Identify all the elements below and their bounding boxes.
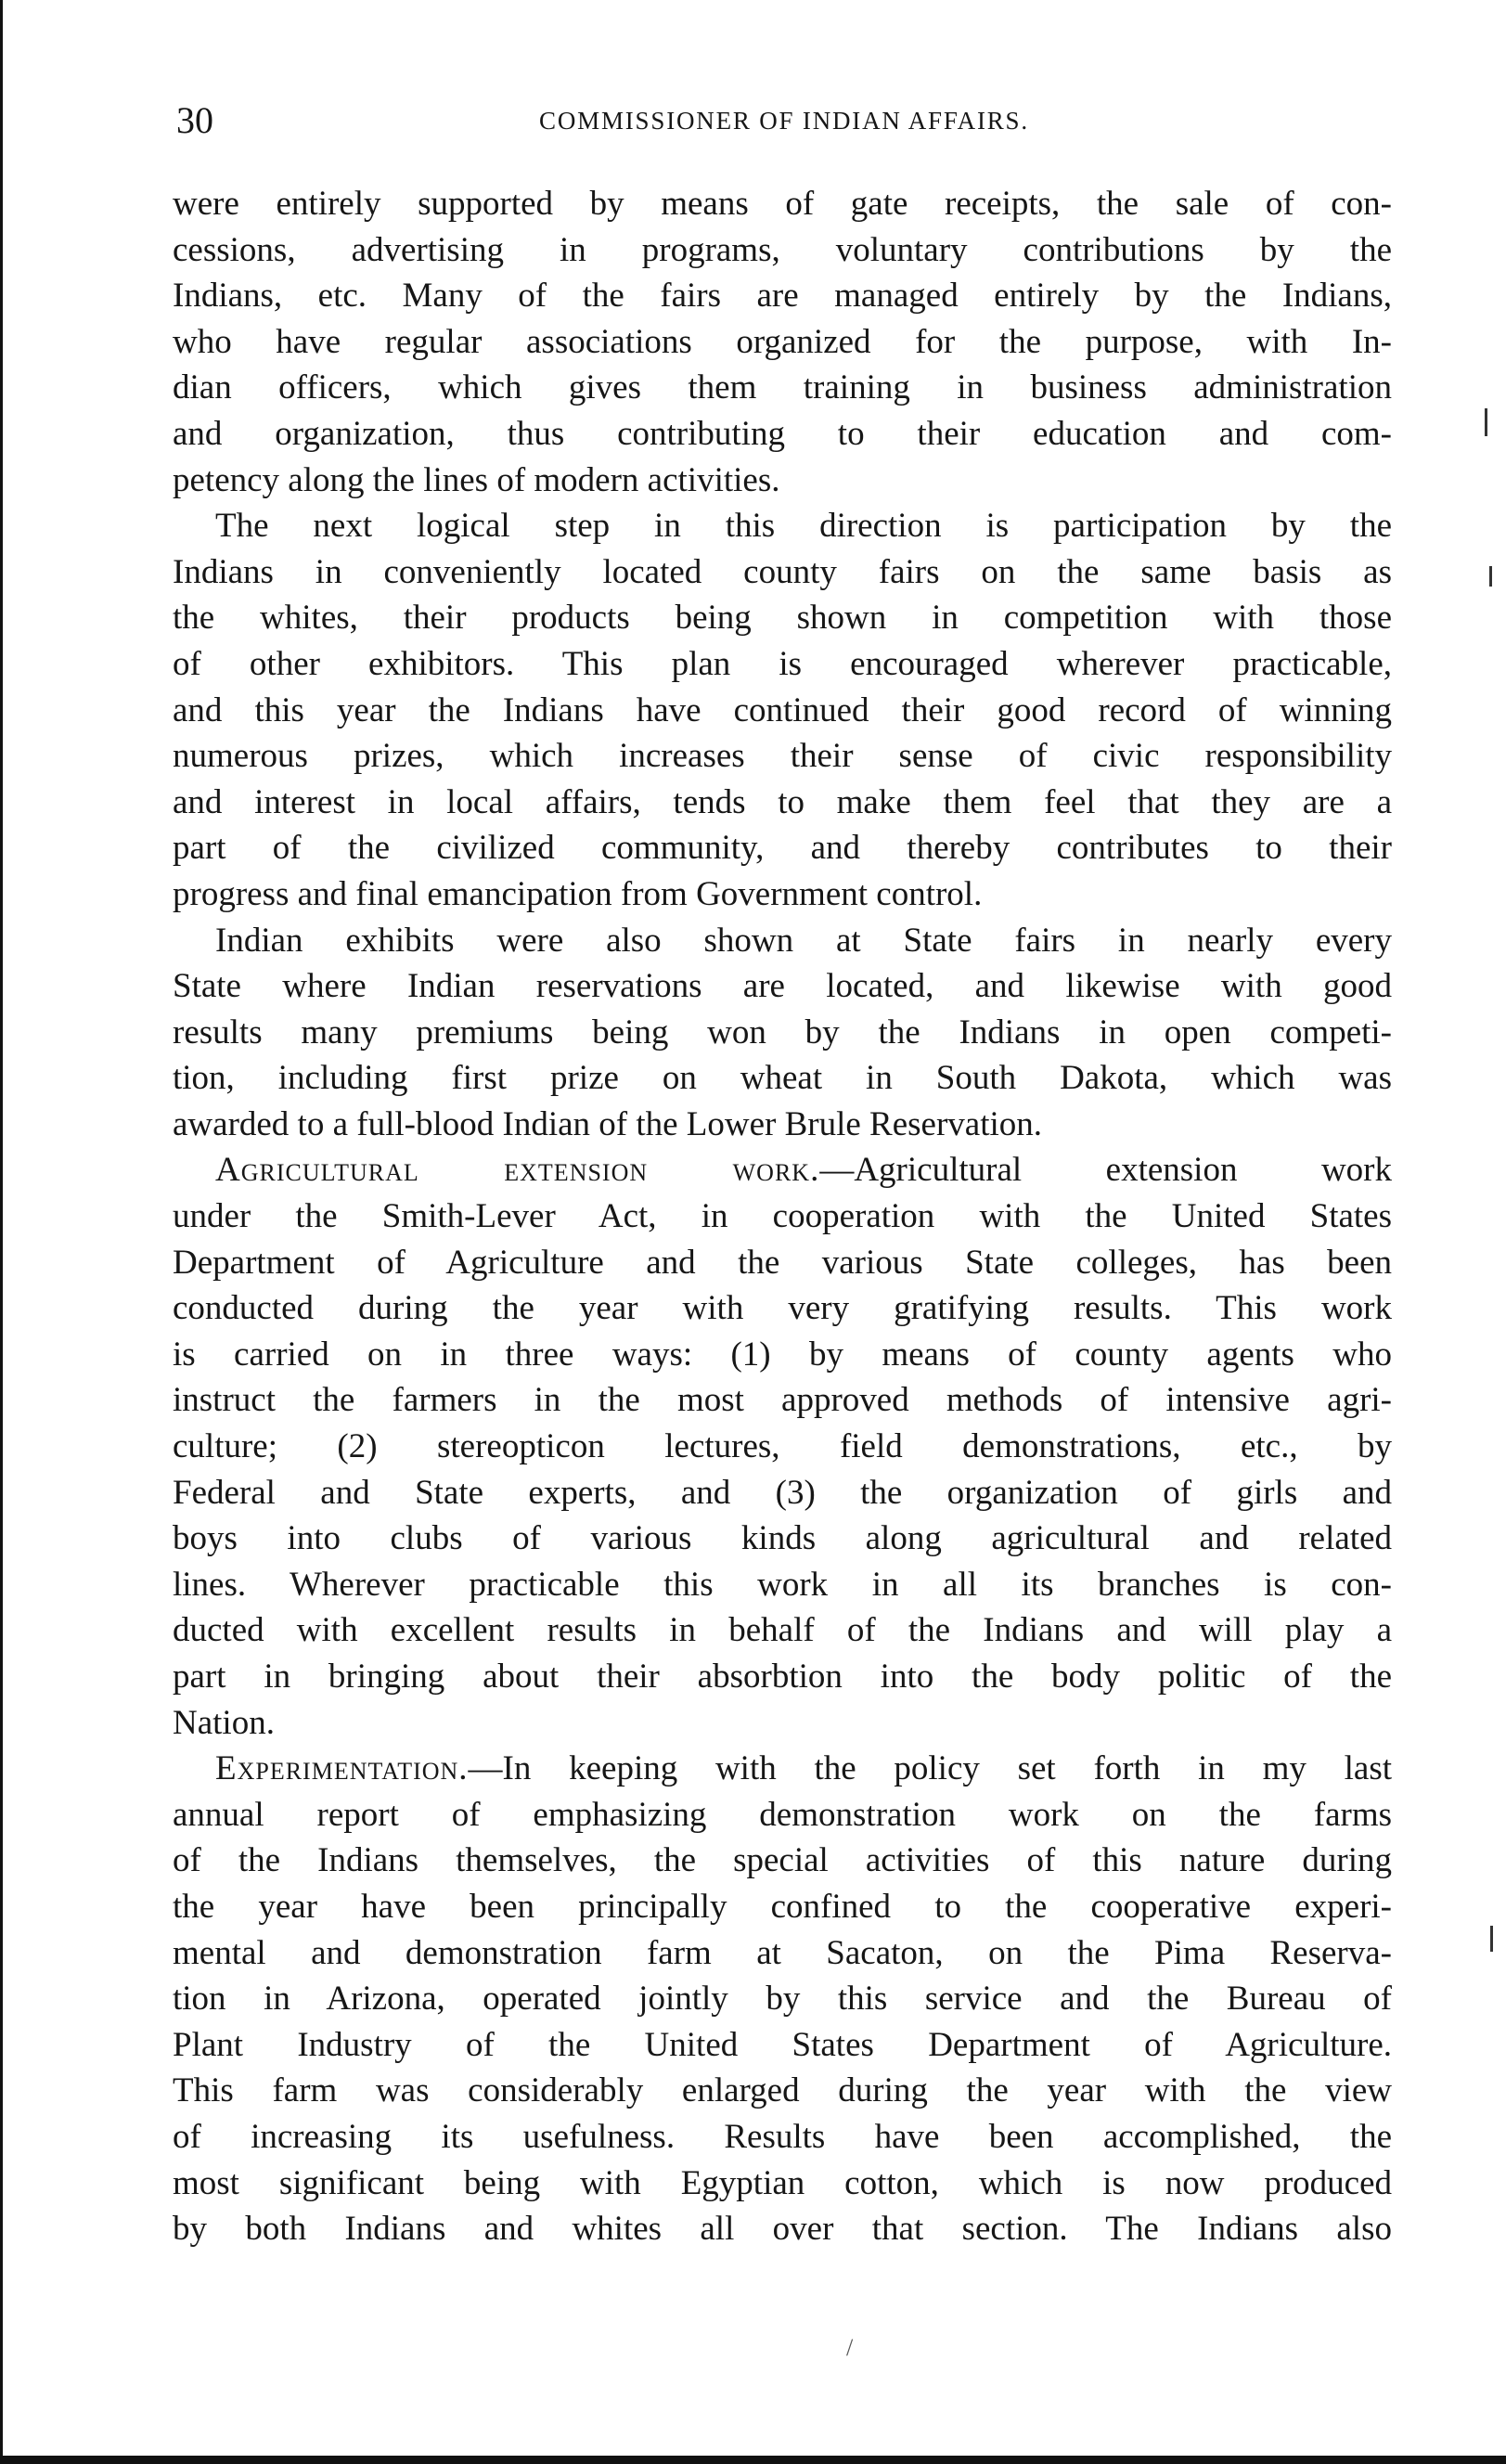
running-head: COMMISSIONER OF INDIAN AFFAIRS. [539,107,1029,135]
text-line [173,1147,1392,1193]
text-line: most significant being with Egyptian cotton, which is now produced [173,2163,1392,2202]
text-line: the year have been principally confined to the cooperative experi- [173,1887,1392,1926]
text-line: tion, including first prize on wheat in South Dakota, which was [173,1059,1392,1098]
text-line: ducted with excellent results in behalf of the Indians and will play a [173,1611,1392,1650]
page-number: 30 [176,99,213,141]
text-line: Nation. [173,1703,275,1742]
text-line: part in bringing about their absorbtion into the body politic of the [173,1658,1392,1696]
text-line: cessions, advertising in programs, voluntary contributions by the [173,230,1392,269]
section-heading: Experimentation. [215,1749,469,1788]
page-header [176,93,1392,148]
scan-speck: / [846,2334,854,2361]
scan-mark [1490,1926,1493,1952]
paragraph-1 [173,181,1392,503]
text-line: Plant Industry of the United States Department of Agriculture. [173,2025,1392,2064]
text-line: conducted during the year with very gratifying results. This work [173,1289,1392,1328]
text-line: State where Indian reservations are located, and likewise with good [173,967,1392,1006]
text-line: of the Indians themselves, the special activities of this nature during [173,1841,1392,1880]
text-line: Department of Agriculture and the various State colleges, has been [173,1243,1392,1282]
text-line: Federal and State experts, and (3) the organization of girls and [173,1473,1392,1512]
text-line: annual report of emphasizing demonstration work on the farms [173,1795,1392,1834]
text-line: by both Indians and whites all over that section. The Indians also [173,2210,1392,2249]
paragraph-2 [173,503,1392,917]
text-line: petency along the lines of modern activities. [173,460,780,499]
text-line: were entirely supported by means of gate receipts, the sale of con- [173,185,1392,223]
text-line: results many premiums being won by the Indians in open competi- [173,1013,1392,1051]
paragraph-agricultural-extension [173,1147,1392,1746]
text-line: boys into clubs of various kinds along agricultural and related [173,1519,1392,1558]
text-line: of other exhibitors. This plan is encouraged wherever practicable, [173,644,1392,683]
text-line: This farm was considerably enlarged during the year with the view [173,2071,1392,2110]
section-heading: Agricultural extension work. [215,1151,820,1190]
text-line: Indian exhibits were also shown at State fairs in nearly every [215,921,1392,960]
heading-line-rest: —Agricultural extension work [819,1151,1392,1190]
heading-line-rest: —In keeping with the policy set forth in my last [468,1749,1392,1788]
text-line: is carried on in three ways: (1) by means of county agents who [173,1335,1392,1374]
text-line: lines. Wherever practicable this work in all its branches is con- [173,1565,1392,1604]
text-line: awarded to a full-blood Indian of the Lower Brule Reservation. [173,1104,1043,1143]
scan-mark [1485,408,1487,436]
text-line: instruct the farmers in the most approved methods of intensive agri- [173,1381,1392,1420]
text-line: and interest in local affairs, tends to make them feel that they are a [173,782,1392,821]
scan-mark [1489,566,1492,587]
text-line: Indians, etc. Many of the fairs are managed entirely by the Indians, [173,277,1392,316]
text-line: the whites, their products being shown in competition with those [173,599,1392,638]
body-text [173,181,1392,2252]
text-line: culture; (2) stereopticon lectures, field demonstrations, etc., by [173,1427,1392,1466]
text-line: under the Smith-Lever Act, in cooperation with the United States [173,1197,1392,1236]
text-line: progress and final emancipation from Government control. [173,874,983,913]
text-line: who have regular associations organized for the purpose, with In- [173,322,1392,361]
text-line: and organization, thus contributing to their education and com- [173,414,1392,453]
paragraph-3 [173,918,1392,1148]
text-line [173,1746,1392,1792]
text-line: part of the civilized community, and thereby contributes to their [173,829,1392,868]
text-line: and this year the Indians have continued their good record of winning [173,690,1392,729]
text-line: The next logical step in this direction is participation by the [215,507,1392,546]
text-line: numerous prizes, which increases their sense of civic responsibility [173,737,1392,776]
text-line: of increasing its usefulness. Results have been accomplished, the [173,2117,1392,2156]
text-line: dian officers, which gives them training in business administration [173,368,1392,407]
text-line: Indians in conveniently located county fairs on the same basis as [173,552,1392,591]
text-line: mental and demonstration farm at Sacaton, on the Pima Reserva- [173,1933,1392,1972]
paragraph-experimentation [173,1746,1392,2252]
text-line: tion in Arizona, operated jointly by this service and the Bureau of [173,1980,1392,2019]
